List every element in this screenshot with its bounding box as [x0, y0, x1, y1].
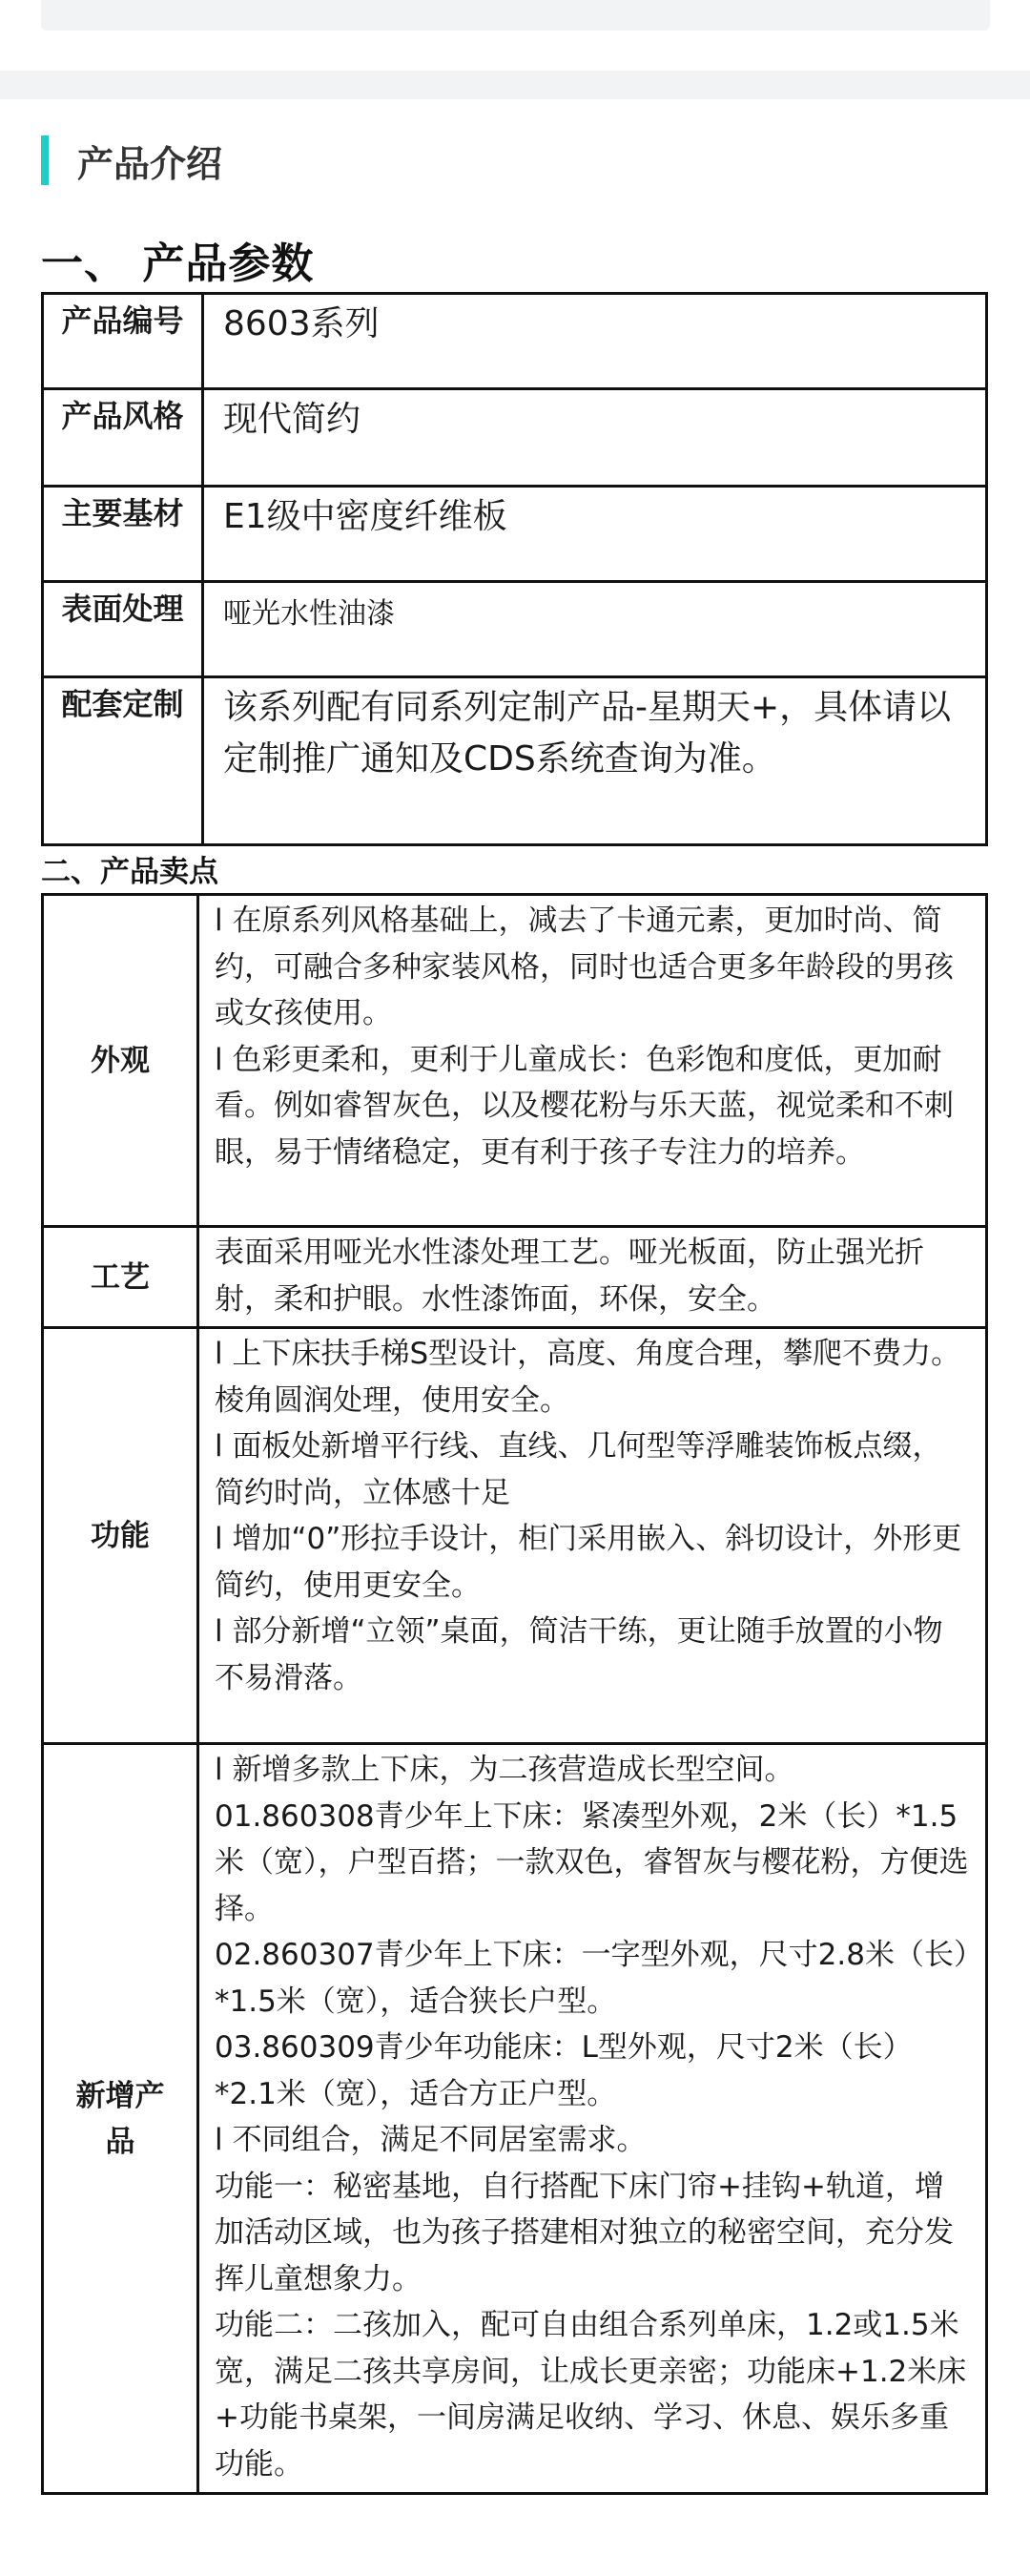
- param-label: 配套定制: [43, 677, 203, 845]
- table-row: [43, 487, 987, 582]
- selling-point-paragraph: 02.860307青少年上下床：一字型外观，尺寸2.8米（长）*1.5米（宽），适合狭长户型。: [215, 1938, 969, 2019]
- table-row: [43, 677, 987, 845]
- params-table: [41, 292, 988, 846]
- table-row: [43, 1744, 987, 2494]
- selling-point-paragraph: 功能一：秘密基地，自行搭配下床门帘+挂钩+轨道，增加活动区域，也为孩子搭建相对独立的秘密空间，充分发挥儿童想象力。: [215, 2169, 954, 2296]
- selling-point-content: [198, 895, 987, 1227]
- selling-point-paragraph: l 新增多款上下床，为二孩营造成长型空间。: [215, 1753, 794, 1787]
- heading-accent-bar: [41, 135, 49, 185]
- table-row: [43, 582, 987, 677]
- selling-point-label: 功能: [43, 1328, 198, 1744]
- selling-points-table: [41, 893, 988, 2495]
- table-row: [43, 1328, 987, 1744]
- selling-point-paragraph: l 面板处新增平行线、直线、几何型等浮雕装饰板点缀，简约时尚，立体感十足: [215, 1429, 942, 1510]
- selling-points-heading: 二、产品卖点: [41, 855, 218, 889]
- selling-point-content: [198, 1328, 987, 1744]
- param-value: 该系列配有同系列定制产品-星期天+，具体请以定制推广通知及CDS系统查询为准。: [203, 677, 987, 845]
- param-value: 8603系列: [203, 294, 987, 389]
- param-label: 主要基材: [43, 487, 203, 582]
- param-label: 产品风格: [43, 389, 203, 487]
- param-value: E1级中密度纤维板: [203, 487, 987, 582]
- previous-card-bottom: [41, 0, 990, 31]
- param-label: 产品编号: [43, 294, 203, 389]
- selling-point-paragraph: l 上下床扶手梯S型设计，高度、角度合理，攀爬不费力。棱角圆润处理，使用安全。: [215, 1337, 961, 1418]
- selling-point-paragraph: l 在原系列风格基础上，减去了卡通元素，更加时尚、简约，可融合多种家装风格，同时也适合更多年龄段的男孩或女孩使用。: [215, 904, 954, 1030]
- selling-point-content: [198, 1227, 987, 1328]
- selling-point-paragraph: 表面采用哑光水性漆处理工艺。哑光板面，防止强光折射，柔和护眼。水性漆饰面，环保，安全。: [215, 1236, 924, 1317]
- selling-point-paragraph: 功能二：二孩加入，配可自由组合系列单床，1.2或1.5米宽，满足二孩共享房间，让成长更亲密；功能床+1.2米床+功能书桌架，一间房满足收纳、学习、休息、娱乐多重功能。: [215, 2308, 967, 2482]
- selling-point-paragraph: l 不同组合，满足不同居室需求。: [215, 2123, 647, 2157]
- section-heading: [41, 135, 222, 185]
- section-divider: [0, 71, 1030, 99]
- selling-point-paragraph: l 增加“0”形拉手设计，柜门采用嵌入、斜切设计，外形更简约，使用更安全。: [215, 1522, 962, 1603]
- table-row: [43, 389, 987, 487]
- selling-point-label: 外观: [43, 895, 198, 1227]
- selling-point-label: 新增产品: [43, 1744, 198, 2494]
- params-heading: 一、 产品参数: [41, 239, 315, 288]
- selling-point-paragraph: l 部分新增“立领”桌面，简洁干练，更让随手放置的小物不易滑落。: [215, 1614, 943, 1695]
- section-title: 产品介绍: [77, 142, 223, 185]
- selling-point-paragraph: 01.860308青少年上下床：紧凑型外观，2米（长）*1.5米（宽），户型百搭；一款双色，睿智灰与樱花粉，方便选择。: [215, 1798, 969, 1926]
- selling-point-paragraph: l 色彩更柔和，更利于儿童成长：色彩饱和度低，更加耐看。例如睿智灰色，以及樱花粉与乐天蓝，视觉柔和不刺眼，易于情绪稳定，更有利于孩子专注力的培养。: [215, 1042, 954, 1170]
- selling-point-content: [198, 1744, 987, 2494]
- param-value: 哑光水性油漆: [203, 582, 987, 677]
- param-value: 现代简约: [203, 389, 987, 487]
- selling-point-label: 工艺: [43, 1227, 198, 1328]
- table-row: [43, 1227, 987, 1328]
- table-row: [43, 294, 987, 389]
- selling-point-paragraph: 03.860309青少年功能床：L型外观，尺寸2米（长）*2.1米（宽），适合方正户型。: [215, 2030, 913, 2111]
- param-label: 表面处理: [43, 582, 203, 677]
- table-row: [43, 895, 987, 1227]
